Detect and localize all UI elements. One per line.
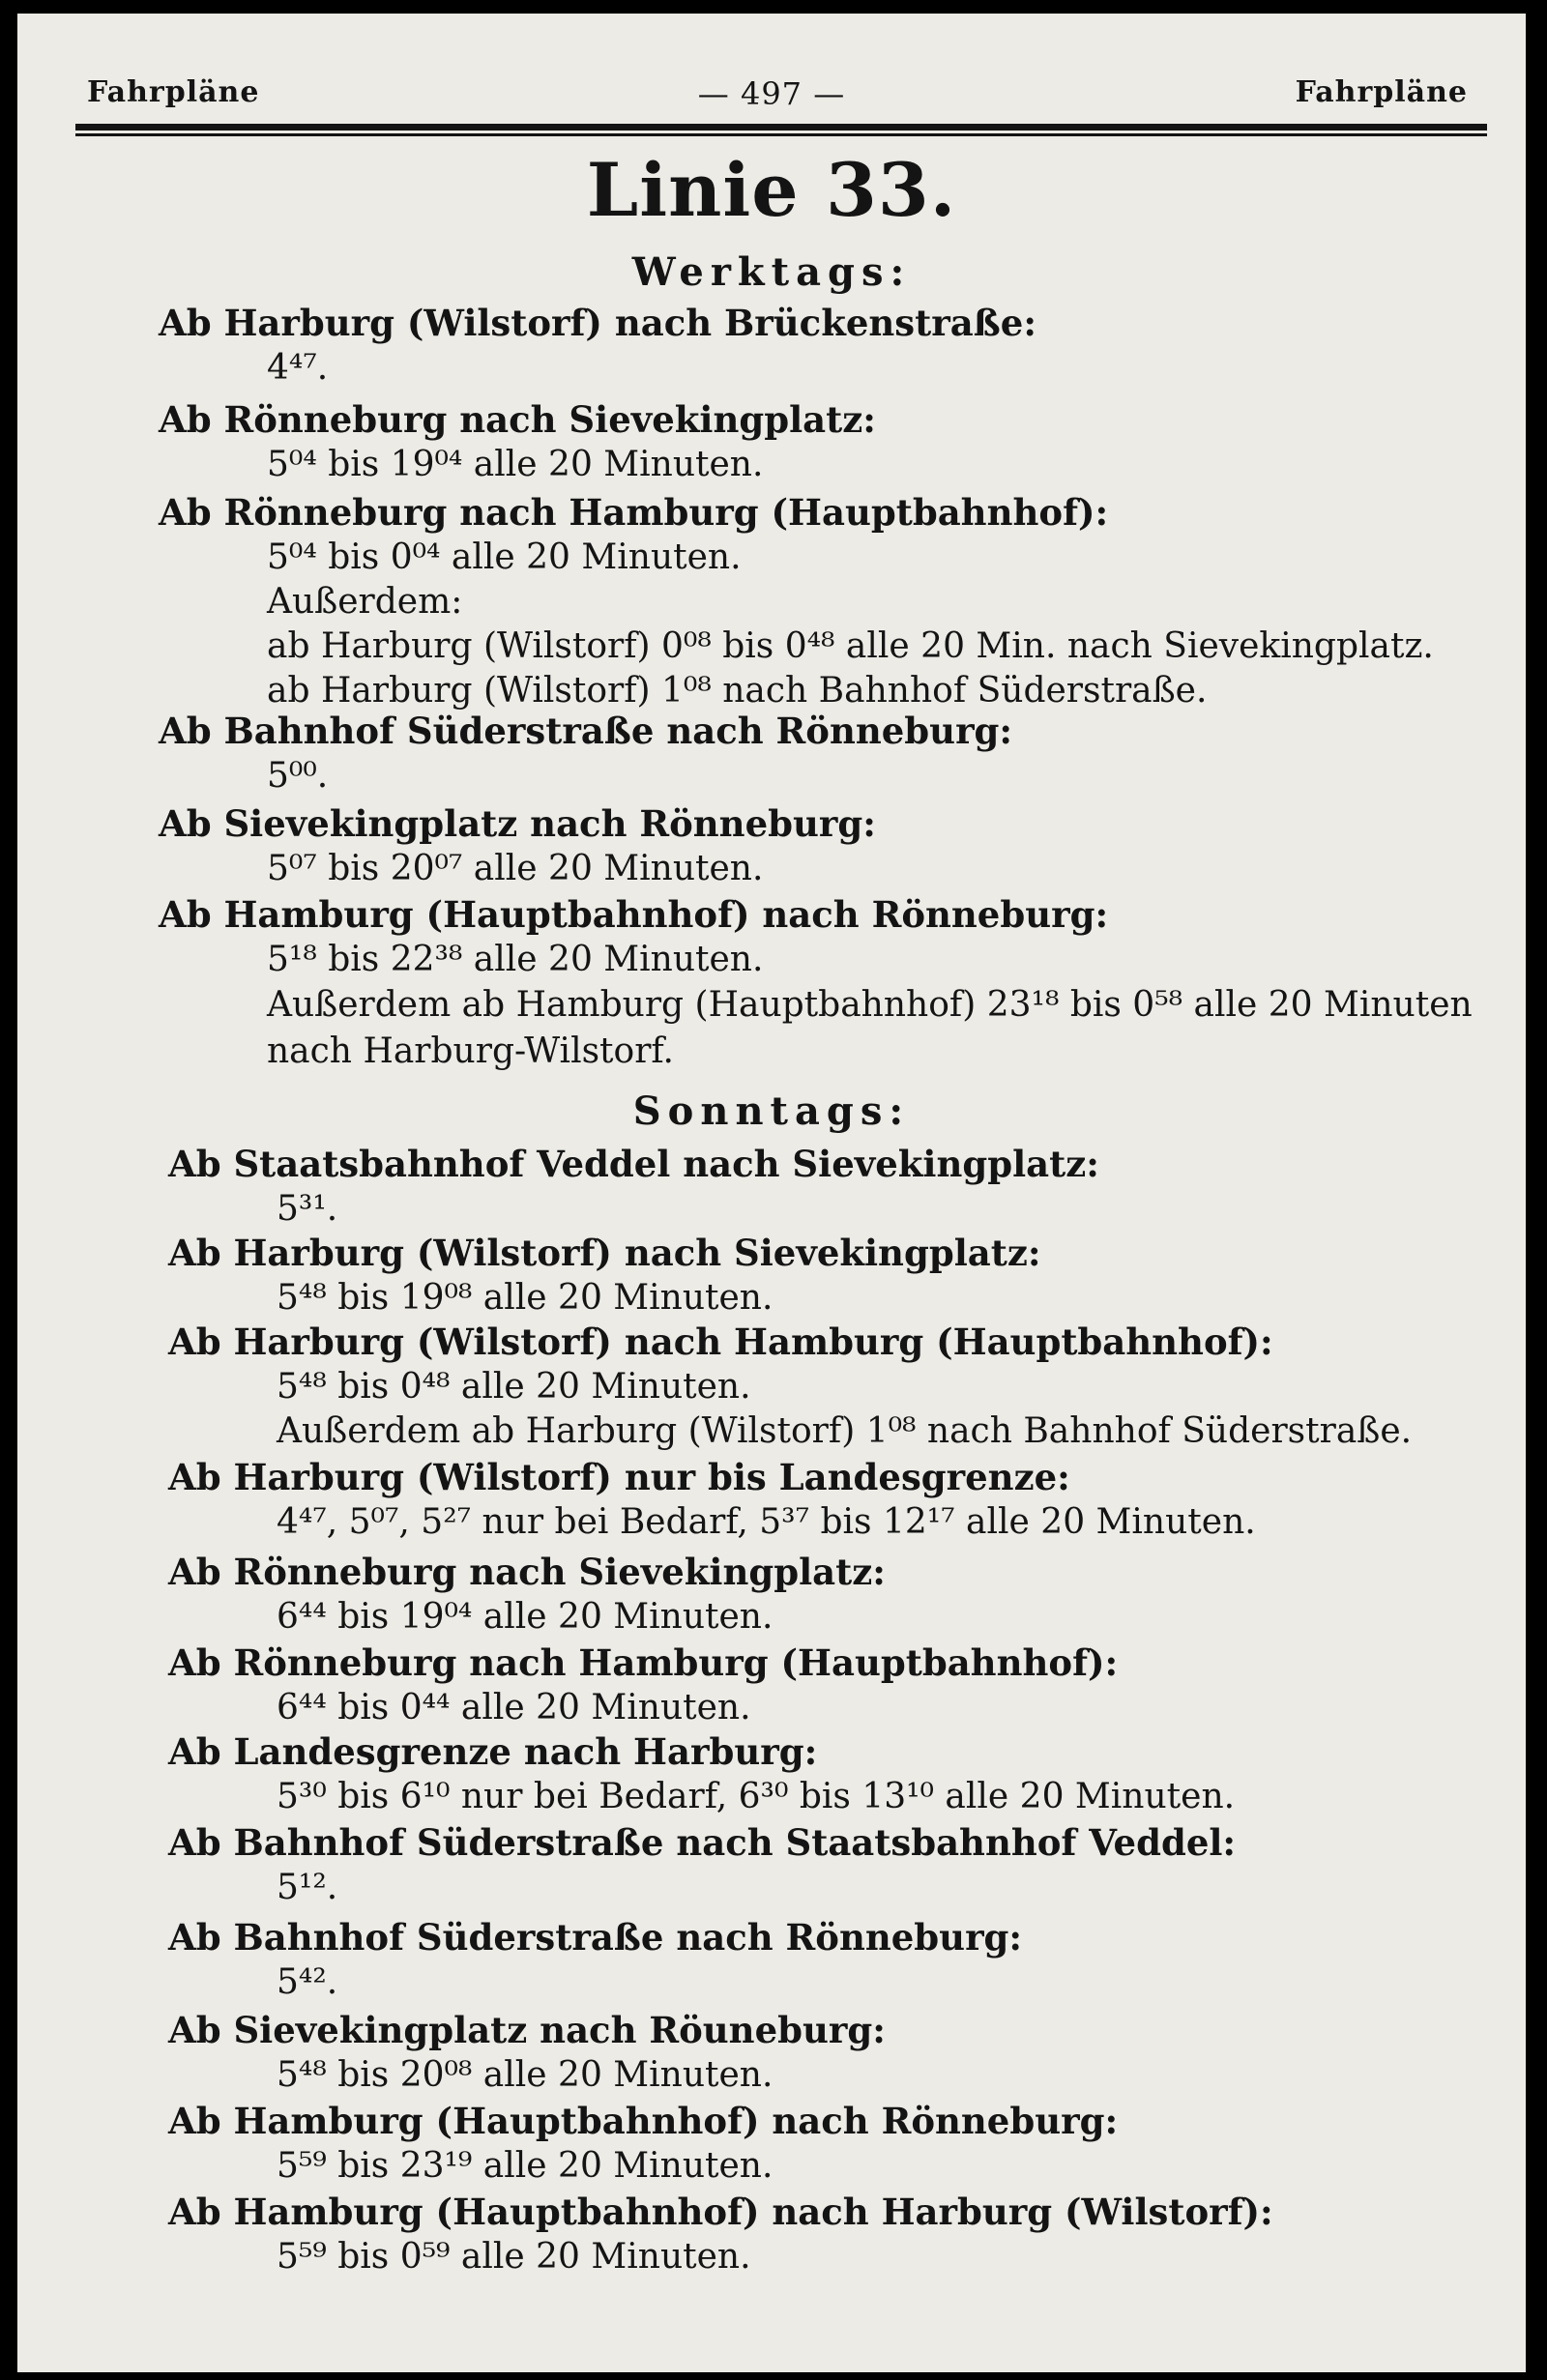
running-header-right: Fahrpläne — [1295, 75, 1468, 109]
route-block — [168, 2098, 1118, 2189]
route-heading: Ab Rönneburg nach Sievekingplatz: — [159, 398, 876, 441]
route-block — [168, 1454, 1256, 1545]
route-block — [159, 396, 876, 487]
route-heading: Ab Harburg (Wilstorf) nach Sievekingplatz: — [168, 1232, 1041, 1274]
route-heading: Ab Rönneburg nach Hamburg (Hauptbahnhof): — [168, 1641, 1119, 1684]
section-heading-sundays: Sonntags: — [632, 1088, 911, 1134]
timetable-line: 5⁰⁴ bis 0⁰⁴ alle 20 Minuten. — [267, 537, 742, 577]
timetable-line: 5⁰⁷ bis 20⁰⁷ alle 20 Minuten. — [267, 849, 764, 888]
route-heading: Ab Rönneburg nach Hamburg (Hauptbahnhof): — [159, 491, 1109, 534]
route-block — [168, 1141, 1099, 1232]
timetable-line: Außerdem ab Harburg (Wilstorf) 1⁰⁸ nach Bahnhof Süderstraße. — [277, 1411, 1413, 1451]
timetable-line: 5¹⁸ bis 22³⁸ alle 20 Minuten. — [267, 940, 764, 979]
route-block — [159, 300, 1036, 391]
route-block — [168, 2189, 1273, 2279]
timetable-line: 4⁴⁷, 5⁰⁷, 5²⁷ nur bei Bedarf, 5³⁷ bis 12¹⁷ alle 20 Minuten. — [277, 1502, 1256, 1542]
route-heading: Ab Bahnhof Süderstraße nach Staatsbahnhof Veddel: — [168, 1821, 1237, 1864]
timetable-line: 5⁴⁸ bis 20⁰⁸ alle 20 Minuten. — [277, 2055, 774, 2095]
route-block — [168, 1319, 1412, 1454]
timetable-line: 4⁴⁷. — [267, 348, 329, 388]
route-block — [168, 2007, 886, 2098]
header-rule-thin — [75, 133, 1487, 136]
route-block — [159, 891, 1473, 1075]
timetable-line: 5⁴⁸ bis 0⁴⁸ alle 20 Minuten. — [277, 1367, 751, 1407]
timetable-line: 5³¹. — [277, 1189, 338, 1229]
section-heading-weekdays: Werktags: — [631, 249, 912, 295]
timetable-line: 5⁰⁴ bis 19⁰⁴ alle 20 Minuten. — [267, 445, 764, 484]
timetable-line: 5⁵⁹ bis 23¹⁹ alle 20 Minuten. — [277, 2146, 774, 2186]
route-heading: Ab Harburg (Wilstorf) nach Brückenstraße: — [159, 302, 1036, 344]
document-sheet — [17, 14, 1526, 2372]
route-heading: Ab Harburg (Wilstorf) nur bis Landesgrenze: — [168, 1456, 1070, 1498]
timetable-line: Außerdem ab Hamburg (Hauptbahnhof) 23¹⁸ bis 0⁵⁸ alle 20 Minuten — [267, 985, 1473, 1025]
route-block — [159, 708, 1012, 798]
timetable-line: 5¹². — [277, 1868, 338, 1907]
timetable-line: 5⁴⁸ bis 19⁰⁸ alle 20 Minuten. — [277, 1278, 774, 1318]
route-block — [168, 1549, 886, 1640]
header-rule-thick — [75, 124, 1487, 131]
timetable-line: 6⁴⁴ bis 19⁰⁴ alle 20 Minuten. — [277, 1597, 774, 1637]
timetable-line: nach Harburg-Wilstorf. — [267, 1031, 674, 1071]
route-block — [168, 1819, 1236, 1910]
route-heading: Ab Harburg (Wilstorf) nach Hamburg (Hauptbahnhof): — [168, 1321, 1273, 1363]
route-block — [168, 1728, 1235, 1819]
timetable-line: 5⁴². — [277, 1962, 338, 2002]
route-heading: Ab Bahnhof Süderstraße nach Rönneburg: — [159, 710, 1013, 752]
route-heading: Ab Rönneburg nach Sievekingplatz: — [168, 1551, 886, 1593]
timetable-line: 6⁴⁴ bis 0⁴⁴ alle 20 Minuten. — [277, 1688, 751, 1727]
timetable-line: ab Harburg (Wilstorf) 1⁰⁸ nach Bahnhof Süderstraße. — [267, 671, 1208, 711]
timetable-line: ab Harburg (Wilstorf) 0⁰⁸ bis 0⁴⁸ alle 20 Min. nach Sievekingplatz. — [267, 626, 1434, 666]
route-block — [159, 800, 876, 891]
route-block — [168, 1640, 1118, 1730]
route-heading: Ab Landesgrenze nach Harburg: — [168, 1730, 818, 1773]
page-title: Linie 33. — [586, 147, 957, 233]
timetable-line: Außerdem: — [267, 582, 463, 622]
route-heading: Ab Hamburg (Hauptbahnhof) nach Rönneburg: — [159, 893, 1109, 936]
route-block — [159, 489, 1434, 713]
route-heading: Ab Hamburg (Hauptbahnhof) nach Harburg (Wilstorf): — [168, 2191, 1273, 2233]
route-heading: Ab Bahnhof Süderstraße nach Rönneburg: — [168, 1916, 1023, 1959]
route-heading: Ab Sievekingplatz nach Röuneburg: — [168, 2009, 886, 2051]
route-heading: Ab Staatsbahnhof Veddel nach Sievekingplatz: — [168, 1143, 1099, 1185]
route-heading: Ab Hamburg (Hauptbahnhof) nach Rönneburg: — [168, 2100, 1119, 2142]
timetable-line: 5⁰⁰. — [267, 756, 329, 796]
running-header-left: Fahrpläne — [87, 75, 260, 109]
route-heading: Ab Sievekingplatz nach Rönneburg: — [159, 802, 876, 845]
route-block — [168, 1230, 1041, 1321]
page-number: — 497 — — [697, 75, 846, 112]
route-block — [168, 1914, 1022, 2005]
timetable-line: 5⁵⁹ bis 0⁵⁹ alle 20 Minuten. — [277, 2237, 751, 2277]
timetable-line: 5³⁰ bis 6¹⁰ nur bei Bedarf, 6³⁰ bis 13¹⁰ alle 20 Minuten. — [277, 1777, 1236, 1816]
